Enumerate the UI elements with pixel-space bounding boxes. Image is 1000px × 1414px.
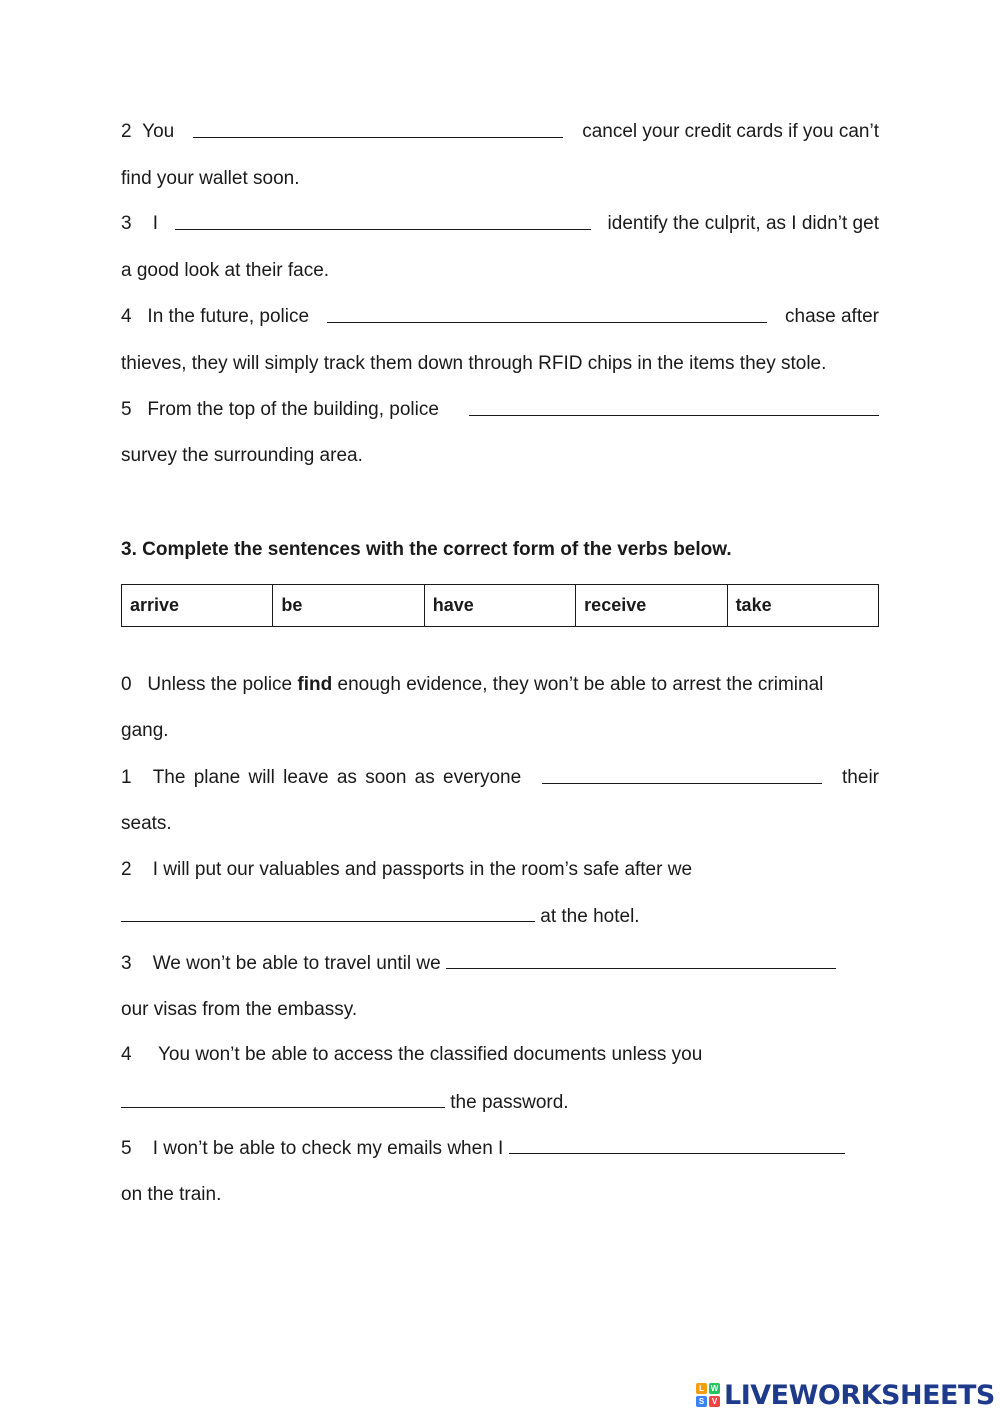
logo-letter: L	[696, 1383, 707, 1394]
verb-cell: be	[273, 585, 424, 627]
exercise3-example	[121, 673, 879, 697]
exercise2-item-3-cont: a good look at their face.	[121, 260, 330, 281]
answer-blank[interactable]	[542, 766, 822, 784]
item-number: 2	[121, 859, 132, 880]
exercise2-item-3	[121, 212, 879, 236]
answer-blank[interactable]	[175, 212, 591, 230]
liveworksheets-logo	[696, 1378, 995, 1412]
logo-text: LIVEWORKSHEETS	[724, 1379, 995, 1411]
item-number: 4	[121, 1044, 132, 1065]
answer-blank[interactable]	[469, 398, 879, 416]
item-number: 5	[121, 399, 132, 420]
item-text: I	[152, 213, 158, 234]
exercise3-item-2-cont	[121, 904, 879, 929]
exercise3-item-5-cont: on the train.	[121, 1184, 222, 1205]
answer-blank[interactable]	[121, 904, 535, 922]
item-text: In the future, police	[147, 306, 310, 327]
item-number: 5	[121, 1138, 132, 1159]
exercise2-item-4	[121, 305, 879, 329]
exercise3-item-3-cont: our visas from the embassy.	[121, 999, 358, 1020]
item-text: You	[142, 121, 175, 142]
logo-letter: W	[710, 1384, 719, 1393]
logo-letter: S	[696, 1396, 707, 1407]
answer-blank[interactable]	[327, 305, 767, 323]
exercise2-item-2-cont: find your wallet soon.	[121, 168, 300, 189]
exercise2-item-5	[121, 398, 879, 422]
item-text: enough evidence, they won’t be able to arrest the criminal	[337, 674, 824, 695]
item-text: identify the culprit, as I didn’t get	[607, 213, 879, 234]
exercise3-item-4	[121, 1043, 879, 1067]
verb-cell: have	[424, 585, 575, 627]
exercise3-item-3	[121, 951, 879, 976]
verb-cell: arrive	[122, 585, 273, 627]
exercise2-item-2	[121, 120, 879, 144]
example-answer: find	[297, 674, 333, 695]
exercise3-item-5	[121, 1136, 879, 1161]
exercise3-heading: 3. Complete the sentences with the correct form of the verbs below.	[121, 539, 732, 560]
exercise3-item-4-cont	[121, 1090, 879, 1115]
answer-blank[interactable]	[193, 120, 563, 138]
exercise2-item-4-cont: thieves, they will simply track them down through RFID chips in the items they stole.	[121, 353, 827, 374]
verb-cell: receive	[576, 585, 727, 627]
item-number: 4	[121, 306, 132, 327]
verb-cell: take	[727, 585, 878, 627]
item-text: cancel your credit cards if you can’t	[582, 121, 879, 142]
item-number: 2	[121, 121, 132, 142]
item-text: From the top of the building, police	[147, 399, 439, 420]
logo-grid-icon	[696, 1383, 720, 1407]
exercise3-example-cont: gang.	[121, 720, 169, 741]
item-text: I won’t be able to check my emails when I	[152, 1138, 504, 1159]
logo-letter: V	[709, 1396, 720, 1407]
verb-box	[121, 584, 879, 627]
exercise3-item-1	[121, 766, 879, 790]
exercise3-item-2	[121, 858, 879, 882]
exercise3-item-1-cont: seats.	[121, 813, 172, 834]
item-text: Unless the police	[147, 674, 293, 695]
item-number: 0	[121, 674, 132, 695]
answer-blank[interactable]	[446, 951, 836, 969]
item-number: 3	[121, 213, 132, 234]
item-text: at the hotel.	[540, 906, 640, 927]
item-number: 1	[121, 767, 132, 788]
answer-blank[interactable]	[121, 1090, 445, 1108]
item-text: I will put our valuables and passports in the room’s safe after we	[152, 859, 693, 880]
item-text: the password.	[450, 1092, 569, 1113]
answer-blank[interactable]	[509, 1136, 845, 1154]
item-text: their	[842, 767, 879, 788]
item-text: The plane will leave as soon as everyone	[152, 767, 522, 788]
item-text: We won’t be able to travel until we	[152, 953, 441, 974]
item-text: chase after	[785, 306, 879, 327]
exercise2-item-5-cont: survey the surrounding area.	[121, 445, 363, 466]
item-text: You won’t be able to access the classified documents unless you	[157, 1044, 703, 1065]
item-number: 3	[121, 953, 132, 974]
